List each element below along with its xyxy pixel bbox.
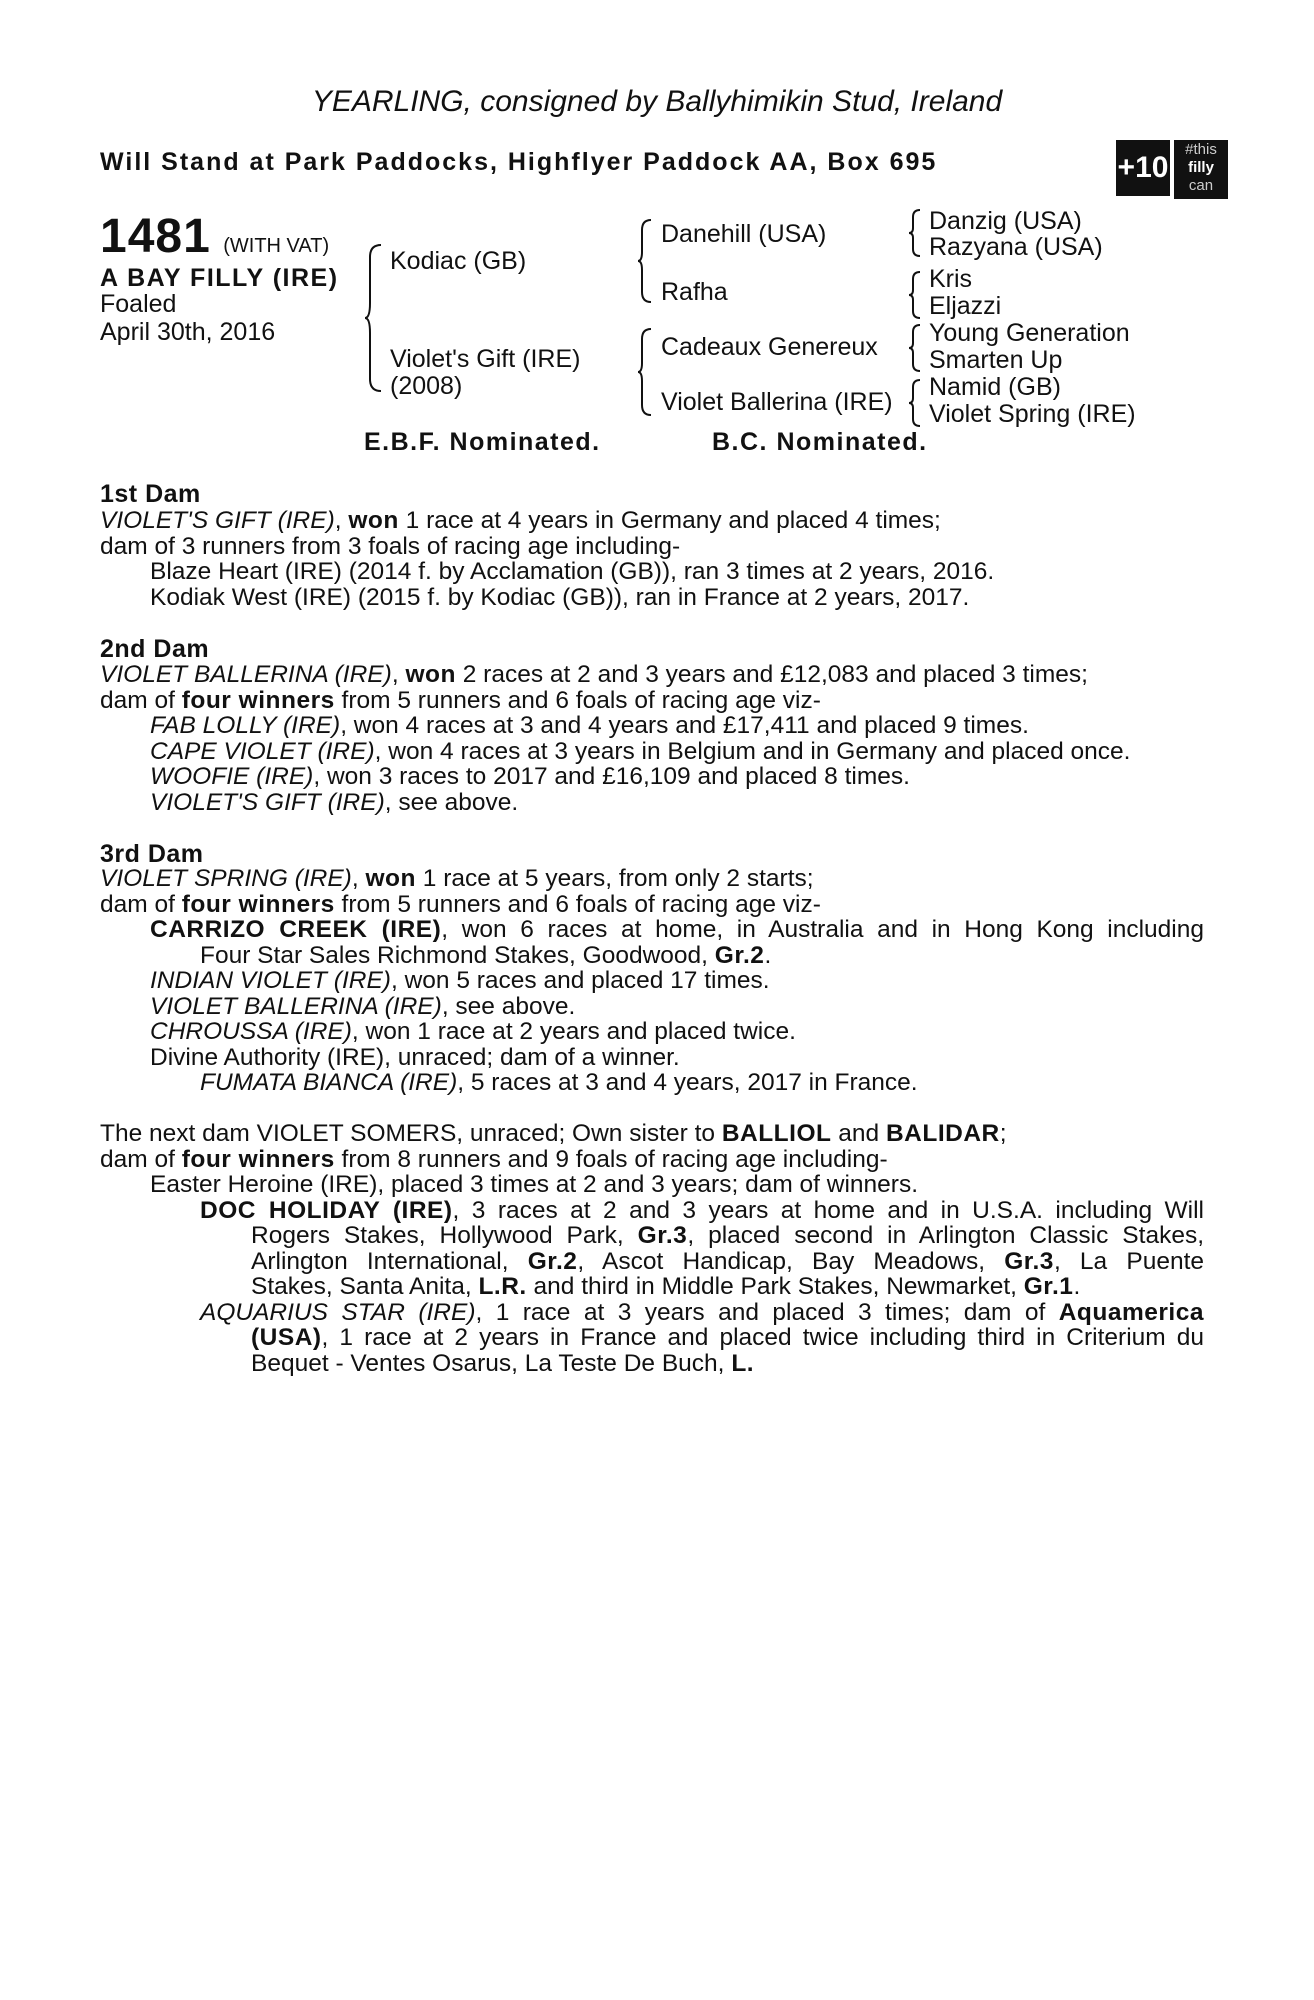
pedigree-g6: Smarten Up <box>929 346 1063 374</box>
violets-gift-see-above: , see above. <box>384 789 519 816</box>
third-dam-name: VIOLET SPRING (IRE) <box>100 865 352 892</box>
next-dam-four-winners: four winners <box>181 1146 335 1173</box>
bequet: Bequet - Ventes Osarus, La Teste De Buch, <box>251 1350 732 1377</box>
aquamerica: Aquamerica <box>1058 1299 1204 1326</box>
la-puente: , La Puente <box>1053 1248 1205 1275</box>
dam-line-brace <box>637 327 653 417</box>
second-dam-name: VIOLET BALLERINA (IRE) <box>100 661 392 688</box>
pedigree-g1: Danzig (USA) <box>929 207 1082 235</box>
second-dam-won: won <box>405 661 456 688</box>
plus-ten-logo-box <box>1116 140 1170 196</box>
second-dam-record: 2 races at 2 and 3 years and £12,083 and placed 3 times; <box>455 661 1088 688</box>
bc-nominated: B.C. Nominated. <box>712 428 928 456</box>
richmond-end: . <box>764 942 772 969</box>
pedigree-sire-sire: Danehill (USA) <box>661 220 827 248</box>
next-dam-line-9 <box>251 1325 1204 1350</box>
violets-gift-ref: VIOLET'S GIFT (IRE) <box>150 789 385 816</box>
chroussa: CHROUSSA (IRE) <box>150 1018 352 1045</box>
lot-number-line <box>100 212 329 262</box>
logo-line-this: #this <box>1185 141 1217 158</box>
next-dam-line-3: Easter Heroine (IRE), placed 3 times at 2 and 3 years; dam of winners. <box>150 1171 919 1198</box>
third-dam-line-6 <box>150 994 575 1019</box>
third-dam-runners: from 5 runners and 6 foals of racing age viz- <box>334 891 821 918</box>
doc-holiday: DOC HOLIDAY (IRE) <box>200 1197 453 1224</box>
pedigree-dam: Violet's Gift (IRE) <box>390 345 581 373</box>
pedigree-g4: Eljazzi <box>929 292 1002 320</box>
lot-number: 1481 <box>100 210 211 263</box>
first-dam-line-1 <box>100 508 941 533</box>
logo-line-filly: filly <box>1188 159 1214 176</box>
sire-line-brace <box>637 218 653 304</box>
next-dam-line-2 <box>100 1147 888 1172</box>
lot-title: A BAY FILLY (IRE) <box>100 264 339 292</box>
woofie-record: , won 3 races to 2017 and £16,109 and placed 8 times. <box>313 763 910 790</box>
second-dam-heading: 2nd Dam <box>100 635 210 663</box>
third-dam-line-1 <box>100 866 814 891</box>
santa-anita-grade: L.R. <box>478 1273 527 1300</box>
plus-ten-text: +10 <box>1117 151 1169 184</box>
vat-note: (WITH VAT) <box>223 235 330 257</box>
second-dam-line-2 <box>100 688 821 713</box>
fumata-bianca: FUMATA BIANCA (IRE) <box>200 1069 458 1096</box>
second-dam-comma: , <box>391 661 406 688</box>
middle-park-end: . <box>1073 1273 1081 1300</box>
middle-park: and third in Middle Park Stakes, Newmarket, <box>526 1273 1024 1300</box>
next-dam-line-1 <box>100 1121 1007 1146</box>
first-dam-record: 1 race at 4 years in Germany and placed 4 times; <box>398 507 941 534</box>
rogers-grade: Gr.3 <box>637 1222 688 1249</box>
bequet-grade: L. <box>731 1350 755 1377</box>
cape-violet-record: , won 4 races at 3 years in Belgium and in Germany and placed once. <box>374 738 1131 765</box>
next-dam-line-7 <box>251 1274 1080 1299</box>
aquarius-star-record: , 1 race at 3 years and placed 3 times; dam of <box>475 1299 1059 1326</box>
second-dam-line-1 <box>100 662 1088 687</box>
first-dam-line-2: dam of 3 runners from 3 foals of racing age including- <box>100 533 681 560</box>
first-dam-heading: 1st Dam <box>100 480 201 508</box>
next-dam-and: and <box>831 1120 886 1147</box>
third-dam-line-4 <box>200 943 771 968</box>
third-dam-won: won <box>365 865 416 892</box>
violet-ballerina-see-above: , see above. <box>441 993 576 1020</box>
aquamerica-country: (USA) <box>251 1324 322 1351</box>
third-dam-line-5 <box>150 968 770 993</box>
pedigree-dam-sire: Cadeaux Genereux <box>661 333 878 361</box>
pedigree-g8: Violet Spring (IRE) <box>929 400 1136 428</box>
next-dam-intro: The next dam VIOLET SOMERS, unraced; Own sister to <box>100 1120 722 1147</box>
first-dam-line-3: Blaze Heart (IRE) (2014 f. by Acclamation (GB)), ran 3 times at 2 years, 2016. <box>150 558 995 585</box>
aquarius-star: AQUARIUS STAR (IRE) <box>200 1299 476 1326</box>
foaled-label: Foaled <box>100 290 177 318</box>
middle-park-grade: Gr.1 <box>1023 1273 1074 1300</box>
richmond-stakes: Four Star Sales Richmond Stakes, Goodwood, <box>200 942 715 969</box>
third-dam-line-9 <box>200 1070 918 1095</box>
second-dam-damof: dam of <box>100 687 182 714</box>
pedigree-g3: Kris <box>929 265 973 293</box>
cape-violet: CAPE VIOLET (IRE) <box>150 738 375 765</box>
pedigree-dam-year: (2008) <box>390 372 463 400</box>
ebf-nominated: E.B.F. Nominated. <box>364 428 601 456</box>
next-dam-line-10 <box>251 1351 754 1376</box>
third-dam-line-7 <box>150 1019 796 1044</box>
first-dam-name: VIOLET'S GIFT (IRE) <box>100 507 335 534</box>
next-dam-line-5 <box>251 1223 1204 1248</box>
pedigree-dam-dam: Violet Ballerina (IRE) <box>661 388 893 416</box>
g-brace-1 <box>908 208 922 258</box>
third-dam-comma: , <box>351 865 366 892</box>
next-dam-line-4 <box>200 1198 1204 1223</box>
first-dam-won: won <box>348 507 399 534</box>
sire-dam-brace <box>364 243 384 393</box>
first-dam-line-4: Kodiak West (IRE) (2015 f. by Kodiac (GB)), ran in France at 2 years, 2017. <box>150 584 970 611</box>
fumata-bianca-record: , 5 races at 3 and 4 years, 2017 in France. <box>457 1069 918 1096</box>
third-dam-line-3 <box>150 917 1204 942</box>
consignor-heading: YEARLING, consigned by Ballyhimikin Stud, Ireland <box>311 85 1003 118</box>
third-dam-damof: dam of <box>100 891 182 918</box>
balidar: BALIDAR <box>885 1120 1000 1147</box>
arlington-grade: Gr.2 <box>527 1248 578 1275</box>
second-dam-line-5 <box>150 764 910 789</box>
next-dam-line-6 <box>251 1249 1204 1274</box>
third-dam-heading: 3rd Dam <box>100 840 204 868</box>
second-dam-four-winners: four winners <box>181 687 335 714</box>
arlington-intl: Arlington International, <box>251 1248 528 1275</box>
second-dam-line-6 <box>150 790 518 815</box>
third-dam-line-8: Divine Authority (IRE), unraced; dam of a winner. <box>150 1044 680 1071</box>
pedigree-g2: Razyana (USA) <box>929 233 1103 261</box>
third-dam-record: 1 race at 5 years, from only 2 starts; <box>415 865 814 892</box>
indian-violet-record: , won 5 races and placed 17 times. <box>390 967 770 994</box>
second-dam-line-4 <box>150 739 1130 764</box>
chroussa-record: , won 1 race at 2 years and placed twice. <box>351 1018 796 1045</box>
pedigree-g7: Namid (GB) <box>929 373 1061 401</box>
logo-line-can: can <box>1188 177 1214 194</box>
rogers-stakes: Rogers Stakes, Hollywood Park, <box>251 1222 638 1249</box>
g-brace-4 <box>908 378 922 428</box>
next-dam-runners: from 8 runners and 9 foals of racing age including- <box>334 1146 888 1173</box>
santa-anita: Stakes, Santa Anita, <box>251 1273 479 1300</box>
fab-lolly: FAB LOLLY (IRE) <box>150 712 341 739</box>
next-dam-semicolon: ; <box>999 1120 1007 1147</box>
ascot-grade: Gr.3 <box>1004 1248 1054 1275</box>
carrizo-creek: CARRIZO CREEK (IRE) <box>150 916 442 943</box>
richmond-grade: Gr.2 <box>714 942 765 969</box>
violet-ballerina-ref: VIOLET BALLERINA (IRE) <box>150 993 442 1020</box>
aquamerica-record: , 1 race at 2 years in France and placed twice including third in Criterium du <box>321 1324 1204 1351</box>
next-dam-line-8 <box>200 1300 1204 1325</box>
indian-violet: INDIAN VIOLET (IRE) <box>150 967 391 994</box>
g-brace-2 <box>908 270 922 320</box>
ascot-handicap: , Ascot Handicap, Bay Meadows, <box>577 1248 1005 1275</box>
pedigree-sire: Kodiac (GB) <box>390 247 527 275</box>
hashtag-logo-box <box>1174 140 1228 199</box>
pedigree-g5: Young Generation <box>929 319 1130 347</box>
first-dam-comma: , <box>334 507 349 534</box>
pedigree-sire-dam: Rafha <box>661 278 728 306</box>
balliol: BALLIOL <box>721 1120 832 1147</box>
third-dam-four-winners: four winners <box>181 891 335 918</box>
fab-lolly-record: , won 4 races at 3 and 4 years and £17,411 and placed 9 times. <box>340 712 1029 739</box>
second-dam-line-3 <box>150 713 1029 738</box>
second-dam-runners: from 5 runners and 6 foals of racing age viz- <box>334 687 821 714</box>
g-brace-3 <box>908 323 922 373</box>
foaled-date: April 30th, 2016 <box>100 318 276 346</box>
stand-location: Will Stand at Park Paddocks, Highflyer Paddock AA, Box 695 <box>100 148 938 176</box>
woofie: WOOFIE (IRE) <box>150 763 314 790</box>
doc-holiday-record: , 3 races at 2 and 3 years at home and in U.S.A. including Will <box>452 1197 1205 1224</box>
rogers-rest: , placed second in Arlington Classic Stakes, <box>687 1222 1205 1249</box>
third-dam-line-2 <box>100 892 821 917</box>
carrizo-creek-record: , won 6 races at home, in Australia and in Hong Kong including <box>441 916 1204 943</box>
next-dam-damof: dam of <box>100 1146 182 1173</box>
